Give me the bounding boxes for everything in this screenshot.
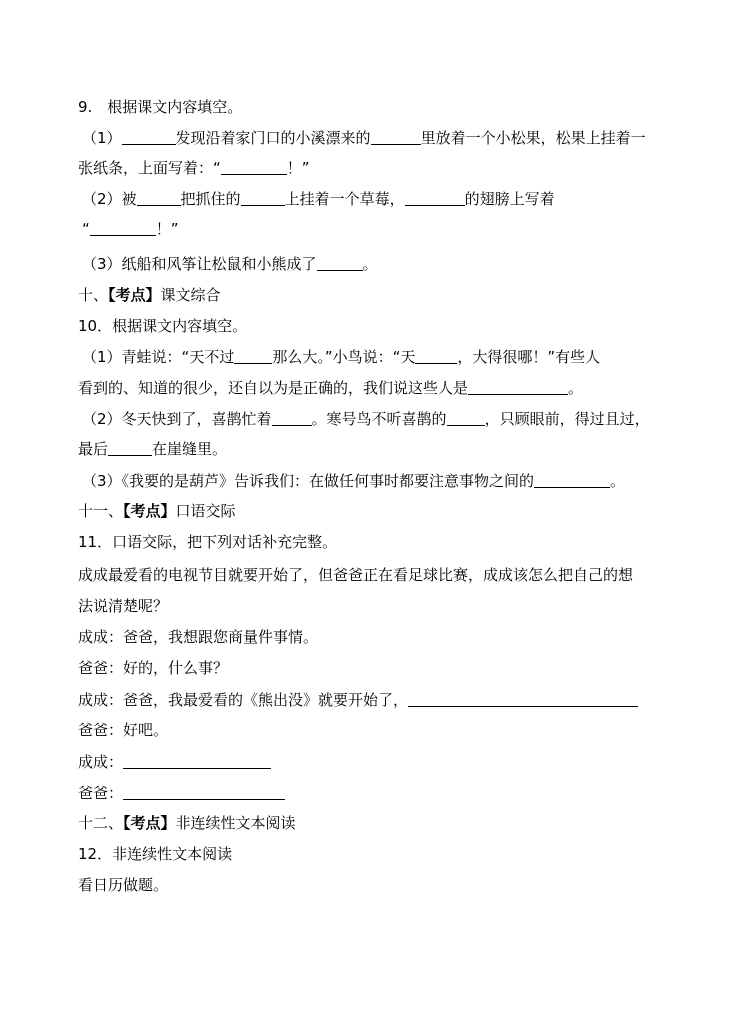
text-segment: 看到的、知道的很少，还自以为是正确的，我们说这些人是 <box>78 379 469 397</box>
fill-blank[interactable] <box>534 472 610 488</box>
fill-blank[interactable] <box>241 190 285 206</box>
question-10-line-1 <box>82 346 600 368</box>
text-segment: “ <box>82 220 90 238</box>
text-segment: 把抓住的 <box>180 190 241 208</box>
question-text: 10．根据课文内容填空。 <box>78 317 248 335</box>
text-segment: 。 <box>568 379 584 397</box>
question-text: 12．非连续性文本阅读 <box>78 845 233 863</box>
question-10-line-5 <box>82 470 625 492</box>
dialogue-line <box>78 719 168 741</box>
section-name: 口语交际 <box>175 502 236 520</box>
fill-blank[interactable] <box>317 255 363 271</box>
text-segment: （3）纸船和风筝让松鼠和小熊成了 <box>82 255 317 273</box>
text-segment: 那么大。”小鸟说：“天 <box>272 348 416 366</box>
question-9-line-5 <box>82 253 378 275</box>
question-10-line-3 <box>82 408 650 430</box>
prompt-text: 法说清楚呢？ <box>78 597 169 615</box>
dialogue-line <box>78 751 271 773</box>
question-9-line-4 <box>82 218 179 240</box>
section-11-heading <box>78 500 236 522</box>
text-segment: （2）被 <box>82 190 137 208</box>
fill-blank[interactable] <box>415 348 457 364</box>
prompt-text: 看日历做题。 <box>78 876 169 894</box>
section-12-heading <box>78 812 296 834</box>
text-segment: 上挂着一个草莓， <box>284 190 405 208</box>
section-name: 非连续性文本阅读 <box>175 814 296 832</box>
text-segment: 的翅膀上写着 <box>464 190 555 208</box>
question-9-line-3 <box>82 188 555 210</box>
fill-blank[interactable] <box>122 129 176 145</box>
fill-blank[interactable] <box>405 190 465 206</box>
dialogue-line <box>78 657 228 679</box>
fill-blank[interactable] <box>90 220 156 236</box>
question-9-line-2 <box>78 157 310 179</box>
text-segment: 。 <box>362 255 378 273</box>
text-segment: ！” <box>286 159 310 177</box>
dialogue-text: 爸爸：好的，什么事？ <box>78 659 229 677</box>
fill-blank[interactable] <box>234 348 272 364</box>
dialogue-line <box>78 782 285 804</box>
prompt-text: 成成最爱看的电视节目就要开始了，但爸爸正在看足球比赛，成成该怎么把自己的想 <box>78 566 634 584</box>
question-10-line-2 <box>78 377 583 399</box>
dialogue-text: 成成：爸爸，我想跟您商量件事情。 <box>78 628 319 646</box>
answer-blank[interactable] <box>123 784 285 800</box>
text-segment: 里放着一个小松果，松果上挂着一 <box>420 129 646 147</box>
section-tag: 【考点】 <box>108 286 161 304</box>
dialogue-line <box>78 626 318 648</box>
text-segment: ！” <box>155 220 179 238</box>
text-segment: （1）青蛙说：“天不过 <box>82 348 235 366</box>
text-segment: （3）《我要的是葫芦》告诉我们：在做任何事时都要注意事物之间的 <box>82 472 535 490</box>
answer-blank[interactable] <box>408 691 638 707</box>
dialogue-text: 成成： <box>78 753 124 771</box>
text-segment: 最后 <box>78 440 109 458</box>
fill-blank[interactable] <box>137 190 181 206</box>
text-segment: 发现沿着家门口的小溪漂来的 <box>175 129 371 147</box>
fill-blank[interactable] <box>371 129 421 145</box>
text-segment: 。寒号鸟不听喜鹊的 <box>311 410 447 428</box>
fill-blank[interactable] <box>108 440 152 456</box>
dialogue-line <box>78 689 638 711</box>
question-11-prompt-line-2 <box>78 595 168 617</box>
dialogue-text: 爸爸： <box>78 784 124 802</box>
question-12-prompt <box>78 874 168 896</box>
answer-blank[interactable] <box>123 753 271 769</box>
question-9-line-1 <box>82 127 646 149</box>
question-12-title <box>78 843 232 865</box>
question-11-prompt-line-1 <box>78 564 633 586</box>
text-segment: ，只顾眼前，得过且过， <box>484 410 650 428</box>
section-name: 课文综合 <box>160 286 221 304</box>
question-text: 11．口语交际，把下列对话补充完整。 <box>78 533 338 551</box>
section-tag: 【考点】 <box>123 814 176 832</box>
question-text: 9. 根据课文内容填空。 <box>78 98 243 116</box>
question-11-title <box>78 531 337 553</box>
section-number: 十、 <box>78 286 109 304</box>
text-segment: （2）冬天快到了，喜鹊忙着 <box>82 410 272 428</box>
text-segment: （1） <box>82 129 122 147</box>
section-tag: 【考点】 <box>123 502 176 520</box>
fill-blank[interactable] <box>468 379 568 395</box>
dialogue-text: 爸爸：好吧。 <box>78 721 169 739</box>
text-segment: 在崖缝里。 <box>152 440 228 458</box>
dialogue-text: 成成：爸爸，我最爱看的《熊出没》就要开始了， <box>78 691 409 709</box>
section-number: 十二、 <box>78 814 124 832</box>
fill-blank[interactable] <box>272 410 312 426</box>
section-10-heading <box>78 284 221 306</box>
text-segment: 。 <box>610 472 626 490</box>
text-segment: ，大得很哪！”有些人 <box>457 348 601 366</box>
fill-blank[interactable] <box>447 410 485 426</box>
question-9-title <box>78 96 242 118</box>
question-10-line-4 <box>78 438 227 460</box>
question-10-title <box>78 315 247 337</box>
text-segment: 张纸条，上面写着：“ <box>78 159 221 177</box>
section-number: 十一、 <box>78 502 124 520</box>
fill-blank[interactable] <box>221 159 287 175</box>
